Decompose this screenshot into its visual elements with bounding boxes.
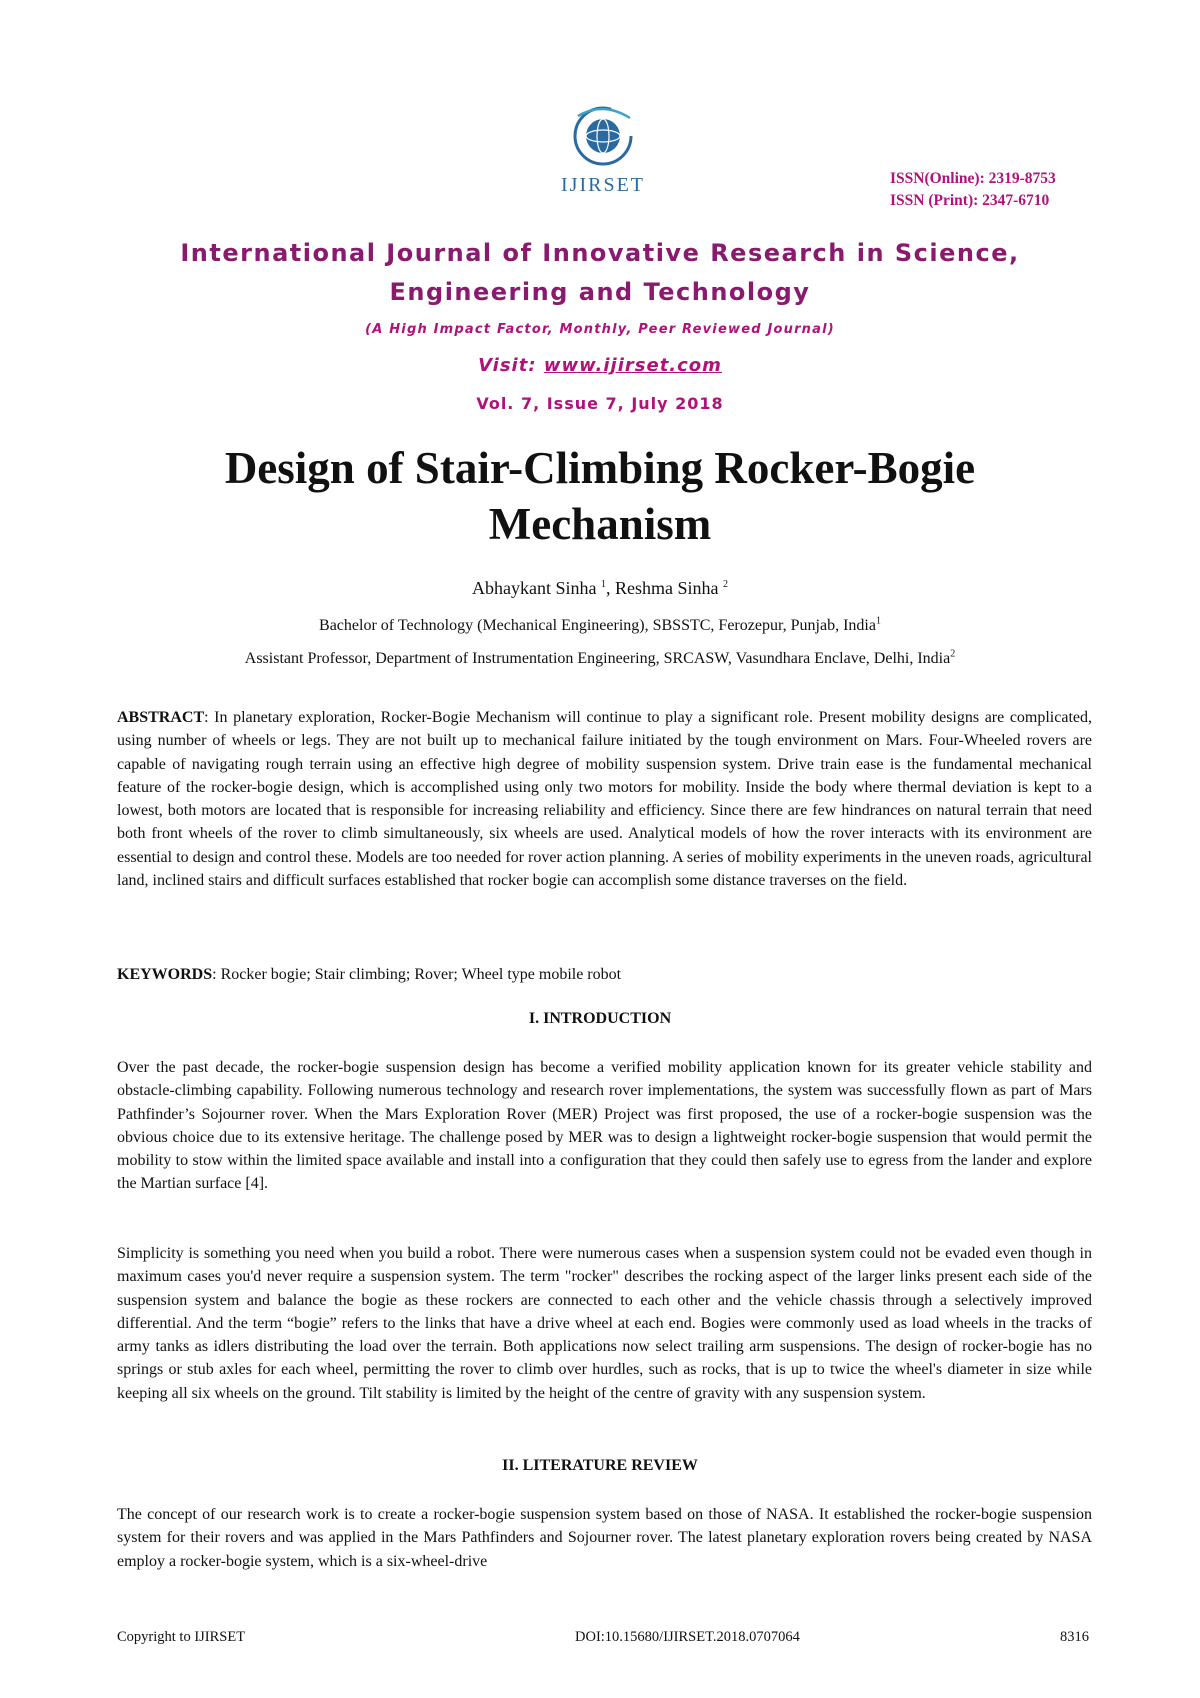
- footer-copyright: Copyright to IJIRSET: [117, 1629, 246, 1645]
- abstract-text: : In planetary exploration, Rocker-Bogie Mechanism will continue to play a significant role. Present mobility designs are complicated, using number of wheels or legs. They are not built up to mechanical failure initiated by the tough environment on Mars. Four-Wheeled rovers are capable of navigating rough terrain using an effective high degree of mobility suspension system. Drive train ease is the fundamental mechanical feature of the rocker-bogie design, which is accomplished using only two motors for mobility. Inside the body where thermal deviation is kept to a lowest, both motors are located that is responsible for increasing reliability and efficiency. Since there are few hindrances on natural terrain that need both front wheels of the rover to climb simultaneously, six wheels are used. Analytical models of how the rover interacts with its environment are essential to design and control these. Models are too needed for rover action planning. A series of mobility experiments in the uneven roads, agricultural land, inclined stairs and difficult surfaces established that rocker bogie can accomplish some distance traverses on the field.: [117, 709, 1092, 890]
- literature-paragraph-1-text: The concept of our research work is to create a rocker-bogie suspension system based on those of NASA. It established the rocker-bogie suspension system for their rovers and was applied in the Mars Pathfinders and Sojourner rover. The latest planetary exploration rovers being created by NASA employ a rocker-bogie system, which is a six-wheel-drive: [117, 1506, 1092, 1570]
- visit-label: Visit:: [478, 355, 544, 376]
- author-2-sup: 2: [722, 579, 728, 590]
- section-heading-introduction: I. INTRODUCTION: [528, 1010, 672, 1027]
- intro-paragraph-1-text: Over the past decade, the rocker-bogie suspension design has become a verified mobility application known for its greater vehicle stability and obstacle-climbing capability. Following numerous technology and research rover implementations, the system was successfully flown as part of Mars Pathfinder’s Sojourner rover. When the Mars Exploration Rover (MER) Project was first proposed, the use of a rocker-bogie suspension was the obvious choice due to its extensive heritage. The challenge posed by MER was to design a lightweight rocker-bogie suspension that would permit the mobility to stow within the limited space available and install into a configuration that they could then safely use to egress from the lander and explore the Martian surface [4].: [117, 1059, 1092, 1193]
- paper-title: [100, 440, 1100, 552]
- issn-print: ISSN (Print): 2347-6710: [890, 192, 1050, 209]
- paper-title-line2: Mechanism: [488, 499, 712, 549]
- logo-text: IJIRSET: [561, 174, 645, 196]
- affiliation-2-text: Assistant Professor, Department of Instrumentation Engineering, SRCASW, Vasundhara Enclave, Delhi, India: [244, 650, 951, 667]
- author-2: Reshma Sinha: [614, 578, 719, 598]
- journal-website-link[interactable]: www.ijirset.com: [543, 355, 722, 376]
- authors: [100, 578, 1100, 599]
- journal-title-line2: Engineering and Technology: [389, 278, 811, 306]
- affiliation-1-text: Bachelor of Technology (Mechanical Engineering), SBSSTC, Ferozepur, Punjab, India: [319, 617, 876, 634]
- issn-online: ISSN(Online): 2319-8753: [890, 170, 1056, 187]
- keywords-label: KEYWORDS: [117, 966, 213, 983]
- journal-tagline: (A High Impact Factor, Monthly, Peer Reviewed Journal): [365, 322, 835, 337]
- intro-paragraph-1: [117, 1056, 1092, 1196]
- volume-issue: Vol. 7, Issue 7, July 2018: [476, 394, 724, 413]
- affiliation-2: [100, 650, 1100, 668]
- intro-paragraph-2-text: Simplicity is something you need when you build a robot. There were numerous cases when a suspension system could not be evaded even though in maximum cases you'd never require a suspension system. The term "rocker" describes the rocking aspect of the larger links present each side of the suspension system and balance the bogie as these rockers are connected to each other and the vehicle chassis through a selectively improved differential. And the term “bogie” refers to the links that have a drive wheel at each end. Bogies were commonly used as load wheels in the tracks of army tanks as idlers distributing the load over the terrain. Both applications now select trailing arm suspensions. The design of rocker-bogie has no springs or stub axles for each wheel, permitting the rover to climb over hurdles, such as rocks, that is up to twice the wheel's diameter in size while keeping all six wheels on the ground. Tilt stability is limited by the height of the centre of gravity with any suspension system.: [117, 1245, 1092, 1402]
- keywords-text: : Rocker bogie; Stair climbing; Rover; Wheel type mobile robot: [212, 966, 622, 983]
- journal-title: [100, 234, 1100, 312]
- issn-block: [890, 168, 1056, 212]
- author-separator: ,: [605, 578, 615, 598]
- author-1: Abhaykant Sinha: [472, 578, 597, 598]
- abstract: [117, 706, 1092, 892]
- affiliation-1: [100, 617, 1100, 635]
- abstract-label: ABSTRACT: [117, 709, 205, 726]
- journal-title-line1: International Journal of Innovative Research in Science,: [180, 239, 1020, 267]
- affiliation-1-sup: 1: [875, 615, 881, 627]
- visit-line: [100, 355, 1100, 376]
- author-1-sup: 1: [600, 579, 606, 590]
- footer-page-number: 8316: [1060, 1629, 1089, 1645]
- keywords: [117, 963, 1092, 986]
- intro-paragraph-2: [117, 1242, 1092, 1405]
- footer-doi: DOI:10.15680/IJIRSET.2018.0707064: [575, 1629, 800, 1645]
- literature-paragraph-1: [117, 1503, 1092, 1573]
- affiliation-2-sup: 2: [950, 648, 956, 660]
- globe-icon: [548, 96, 658, 176]
- paper-title-line1: Design of Stair-Climbing Rocker-Bogie: [224, 443, 976, 493]
- section-heading-literature-review: II. LITERATURE REVIEW: [502, 1457, 698, 1474]
- journal-logo: [548, 96, 658, 200]
